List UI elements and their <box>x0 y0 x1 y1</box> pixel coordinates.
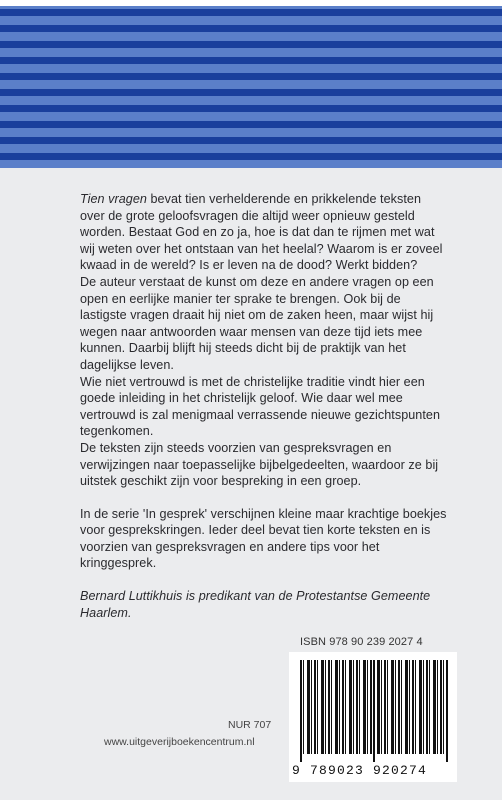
publisher-website: www.uitgeverijboekencentrum.nl <box>104 736 255 748</box>
book-title-inline: Tien vragen <box>80 192 147 206</box>
blurb-text <box>80 191 448 621</box>
paragraph-series: In de serie 'In gesprek' verschijnen kleine maar krachtige boekjes voor gesprekskringen. Ieder deel bevat tien korte teksten en is voorzien van gespreksvragen en andere tips voor het kringgesprek. <box>80 506 447 571</box>
barcode-guard-left <box>300 660 302 762</box>
top-edge <box>0 0 502 6</box>
paragraph-questions: De teksten zijn steeds voorzien van gespreksvragen en verwijzingen naar toepasselijke bijbelgedeelten, waardoor ze bij uitstek geschikt zijn voor bespreking in een groep. <box>80 440 439 489</box>
paragraph-author-approach: De auteur verstaat de kunst om deze en andere vragen op een open en eerlijke manier ter sprake te brengen. Ook bij de lastigste vragen draait hij niet om de zaken heen, maar wijst hij wegen naar antwoorden waar mensen van deze tijd iets mee kunnen. Daarbij blijft hij steeds dicht bij de praktijk van het dagelijkse leven. <box>80 274 434 372</box>
isbn-label: ISBN 978 90 239 2027 4 <box>300 636 423 648</box>
barcode-guard-center <box>373 660 375 762</box>
paragraph-intro <box>80 191 448 274</box>
paragraph-audience: Wie niet vertrouwd is met de christelijke traditie vindt hier een goede inleiding in het christelijk geloof. Wie daar wel mee vertrouwd is zal menigmaal verrassende nieuwe gezichtspunten tegenkomen. <box>80 374 441 439</box>
striped-header-band <box>0 0 502 168</box>
barcode-digits: 9 789023 920274 <box>292 763 428 778</box>
intro-text: bevat tien verhelderende en prikkelende teksten over de grote geloofsvragen die altijd weer opnieuw gesteld worden. Bestaat God en zo ja, hoe is dat dan te rijmen met wat wij weten over het ontstaan van het heelal? Waarom is er zoveel kwaad in de wereld? Is er leven na de dood? Werkt bidden? <box>80 192 443 273</box>
nur-code: NUR 707 <box>228 719 272 731</box>
author-bio: Bernard Luttikhuis is predikant van de Protestantse Gemeente Haarlem. <box>80 589 431 620</box>
barcode-guard-right <box>446 660 448 762</box>
